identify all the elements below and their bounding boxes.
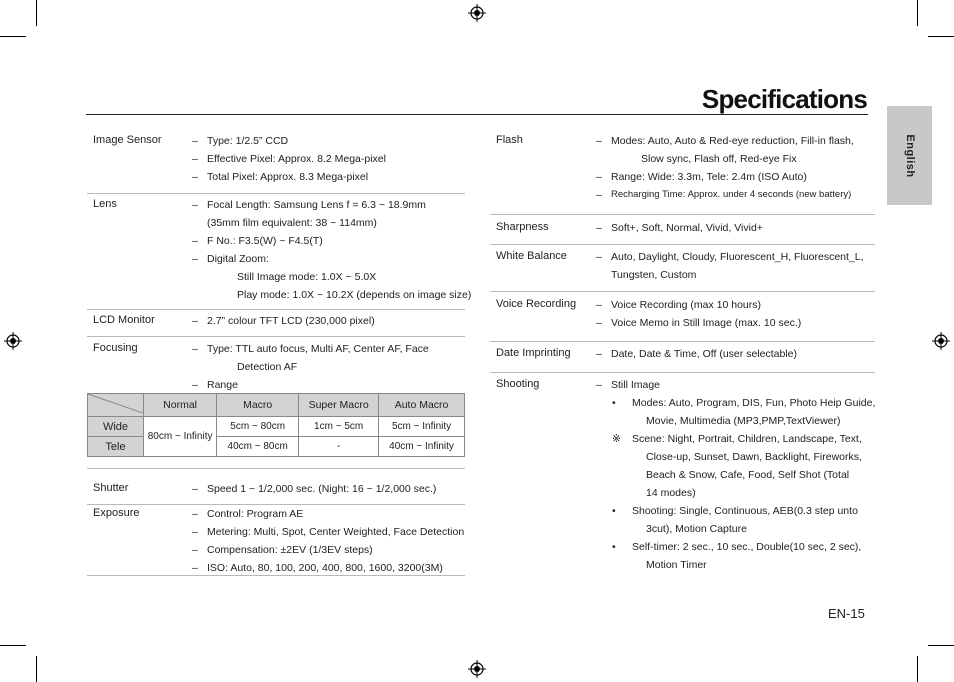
spec-label: Date Imprinting	[496, 347, 571, 359]
dash-marker: –	[192, 343, 198, 355]
spec-line	[596, 168, 874, 186]
crop-mark	[0, 645, 26, 646]
spec-line	[596, 430, 874, 448]
spec-line	[596, 448, 874, 466]
spec-content	[596, 376, 874, 574]
diagonal-line-icon	[88, 394, 143, 413]
spec-line	[596, 314, 874, 332]
spec-label: Lens	[93, 198, 117, 210]
spec-line	[596, 266, 874, 284]
dash-marker	[596, 556, 611, 574]
dash-marker	[596, 448, 611, 466]
spec-line	[192, 150, 462, 168]
dash-marker	[192, 358, 207, 376]
dash-marker: –	[596, 317, 602, 329]
spec-text: Control: Program AE	[207, 508, 304, 520]
spec-text: Digital Zoom:	[207, 253, 269, 265]
spec-row	[490, 373, 875, 573]
spec-label: Focusing	[93, 342, 138, 354]
right-spec-column	[490, 128, 875, 573]
table-header-cell: Macro	[217, 394, 299, 417]
dash-marker: –	[596, 251, 602, 263]
dash-marker	[596, 150, 611, 168]
spec-text: Modes: Auto, Auto & Red-eye reduction, Fill-in flash,	[611, 135, 854, 147]
spec-content	[192, 312, 462, 330]
spec-text: Range: Wide: 3.3m, Tele: 2.4m (ISO Auto)	[611, 171, 807, 183]
bullet-icon: •	[612, 505, 616, 517]
spec-line	[596, 556, 874, 574]
crop-mark	[36, 0, 37, 26]
dash-marker: –	[192, 235, 198, 247]
spec-row	[87, 337, 465, 469]
language-tab	[887, 106, 932, 205]
dash-marker: –	[596, 135, 602, 147]
spec-text: Modes: Auto, Program, DIS, Fun, Photo Heip Guide,	[632, 397, 876, 409]
dash-marker: –	[192, 483, 198, 495]
spec-text: 14 modes)	[646, 487, 696, 499]
spec-text: Type: 1/2.5” CCD	[207, 135, 289, 147]
spec-line	[192, 480, 462, 498]
spec-content	[596, 132, 874, 204]
dash-marker: –	[192, 379, 198, 391]
spec-text: ISO: Auto, 80, 100, 200, 400, 800, 1600, 3200(3M)	[207, 562, 443, 574]
bullet-icon: •	[612, 541, 616, 553]
spec-line	[192, 312, 462, 330]
spec-text: Voice Memo in Still Image (max. 10 sec.)	[611, 317, 802, 329]
title-divider	[86, 114, 868, 115]
spec-label: Flash	[496, 134, 523, 146]
spec-label: Sharpness	[496, 221, 549, 233]
spec-line	[596, 412, 874, 430]
table-row-header: Tele	[88, 437, 144, 457]
spec-text: (35mm film equivalent: 38 ~ 114mm)	[207, 217, 377, 229]
table-cell: 80cm ~ Infinity	[144, 417, 217, 457]
spec-line	[192, 232, 462, 250]
table-row	[88, 417, 465, 437]
registration-mark-icon	[468, 660, 486, 678]
spec-line	[192, 541, 462, 559]
dash-marker	[596, 484, 611, 502]
dash-marker: –	[192, 544, 198, 556]
spec-label: LCD Monitor	[93, 314, 155, 326]
table-header-row	[88, 394, 465, 417]
spec-text: F No.: F3.5(W) ~ F4.5(T)	[207, 235, 323, 247]
spec-text: Metering: Multi, Spot, Center Weighted, Face Detection	[207, 526, 465, 538]
spec-row	[490, 215, 875, 245]
spec-line	[596, 132, 874, 150]
spec-row	[87, 479, 465, 505]
spec-label: Shutter	[93, 482, 129, 494]
spec-text: Close-up, Sunset, Dawn, Backlight, Fireworks,	[646, 451, 862, 463]
spec-content	[192, 340, 462, 394]
crop-mark	[917, 656, 918, 682]
page-number: EN-15	[828, 606, 865, 621]
spec-row	[490, 292, 875, 342]
spec-row	[87, 310, 465, 337]
spec-label: Image Sensor	[93, 134, 162, 146]
table-cell: 1cm ~ 5cm	[299, 417, 379, 437]
crop-mark	[928, 645, 954, 646]
spec-line	[192, 214, 462, 232]
table-header-cell: Auto Macro	[379, 394, 465, 417]
focus-range-table	[87, 393, 465, 457]
dash-marker: –	[192, 508, 198, 520]
dash-marker: –	[192, 171, 198, 183]
dash-marker: –	[192, 135, 198, 147]
dash-marker	[192, 268, 207, 286]
dash-marker: –	[192, 562, 198, 574]
dash-marker: –	[192, 199, 198, 211]
spec-row	[87, 505, 465, 576]
spec-text: Still Image	[611, 379, 661, 391]
bullet-icon: •	[612, 397, 616, 409]
spec-line	[192, 168, 462, 186]
spec-text: Slow sync, Flash off, Red-eye Fix	[641, 153, 797, 165]
spec-line	[596, 394, 874, 412]
registration-mark-icon	[468, 4, 486, 22]
spec-text: Shooting: Single, Continuous, AEB(0.3 step unto	[632, 505, 858, 517]
spec-line	[596, 219, 874, 237]
spec-line	[192, 376, 462, 394]
crop-mark	[0, 36, 26, 37]
spec-content	[192, 132, 462, 186]
spec-row	[490, 245, 875, 292]
spec-label: White Balance	[496, 250, 567, 262]
spec-content	[192, 196, 472, 304]
spec-text: Speed 1 ~ 1/2,000 sec. (Night: 16 ~ 1/2,000 sec.)	[207, 483, 437, 495]
dash-marker	[596, 466, 611, 484]
spec-label: Shooting	[496, 378, 540, 390]
spec-text: Recharging Time: Approx. under 4 seconds (new battery)	[611, 189, 852, 200]
spec-line	[596, 484, 874, 502]
spec-content	[596, 248, 874, 284]
spec-text: Motion Timer	[646, 559, 707, 571]
crop-mark	[917, 0, 918, 26]
table-cell: 40cm ~ 80cm	[217, 437, 299, 457]
dash-marker: –	[596, 171, 602, 183]
table-header-cell: Super Macro	[299, 394, 379, 417]
spec-text: Still Image mode: 1.0X ~ 5.0X	[237, 271, 377, 283]
spec-line	[192, 358, 462, 376]
table-cell: 5cm ~ Infinity	[379, 417, 465, 437]
dash-marker: –	[192, 315, 198, 327]
spec-text: Voice Recording (max 10 hours)	[611, 299, 761, 311]
dash-marker	[192, 214, 207, 232]
spec-text: Auto, Daylight, Cloudy, Fluorescent_H, Fluorescent_L,	[611, 251, 864, 263]
spec-line	[192, 132, 462, 150]
spec-line	[596, 296, 874, 314]
dash-marker: –	[192, 153, 198, 165]
spec-line	[192, 340, 462, 358]
dash-marker: –	[596, 299, 602, 311]
spec-line	[192, 505, 462, 523]
dash-marker: –	[192, 526, 198, 538]
dash-marker	[596, 266, 611, 284]
spec-text: Scene: Night, Portrait, Children, Landscape, Text,	[632, 433, 862, 445]
spec-line	[596, 376, 874, 394]
spec-row	[490, 128, 875, 215]
table-header-cell: Normal	[144, 394, 217, 417]
spec-line	[192, 559, 462, 577]
language-tab-label: English	[903, 133, 916, 178]
spec-content	[596, 345, 874, 363]
spec-text: Total Pixel: Approx. 8.3 Mega-pixel	[207, 171, 369, 183]
dash-marker	[192, 286, 207, 304]
spec-line	[596, 248, 874, 266]
dash-marker	[596, 412, 611, 430]
spec-line	[596, 150, 874, 168]
spec-line	[192, 250, 462, 268]
spec-line	[192, 523, 465, 541]
spec-content	[596, 296, 874, 332]
spec-text: Effective Pixel: Approx. 8.2 Mega-pixel	[207, 153, 386, 165]
spec-line	[596, 538, 874, 556]
spec-row	[490, 342, 875, 373]
spec-line	[596, 520, 874, 538]
table-cell: -	[299, 437, 379, 457]
dash-marker: –	[596, 189, 602, 201]
spec-text: Compensation: ±2EV (1/3EV steps)	[207, 544, 373, 556]
registration-mark-icon	[4, 332, 22, 350]
spec-line	[596, 186, 874, 204]
dash-marker: –	[596, 348, 602, 360]
spec-line	[192, 286, 472, 304]
dash-marker: –	[192, 253, 198, 265]
registration-mark-icon	[932, 332, 950, 350]
spec-line	[596, 345, 874, 363]
spec-text: 3cut), Motion Capture	[646, 523, 747, 535]
spec-row	[87, 128, 465, 194]
dash-marker: –	[596, 222, 602, 234]
bullet-icon: ※	[612, 433, 621, 445]
spec-text: Detection AF	[237, 361, 298, 373]
table-corner	[88, 394, 144, 417]
table-cell: 40cm ~ Infinity	[379, 437, 465, 457]
spec-label: Voice Recording	[496, 298, 577, 310]
spec-text: Range	[207, 379, 238, 391]
spec-text: Tungsten, Custom	[611, 269, 697, 281]
crop-mark	[36, 656, 37, 682]
spec-text: Beach & Snow, Cafe, Food, Self Shot (Total	[646, 469, 850, 481]
spec-line	[596, 466, 874, 484]
dash-marker	[596, 520, 611, 538]
dash-marker: –	[596, 379, 602, 391]
spec-line	[192, 196, 462, 214]
spec-line	[596, 502, 874, 520]
spec-text: Type: TTL auto focus, Multi AF, Center AF, Face	[207, 343, 429, 355]
spec-content	[596, 219, 874, 237]
spec-text: 2.7” colour TFT LCD (230,000 pixel)	[207, 315, 375, 327]
crop-mark	[928, 36, 954, 37]
spec-content	[192, 505, 465, 577]
spec-row	[87, 194, 472, 310]
spec-text: Movie, Multimedia (MP3,PMP,TextViewer)	[646, 415, 841, 427]
spec-content	[192, 480, 462, 498]
spec-line	[192, 268, 462, 286]
spec-text: Date, Date & Time, Off (user selectable)	[611, 348, 797, 360]
spec-text: Focal Length: Samsung Lens f = 6.3 ~ 18.9mm	[207, 199, 426, 211]
spec-text: Play mode: 1.0X ~ 10.2X (depends on image size)	[237, 289, 472, 301]
spec-text: Self-timer: 2 sec., 10 sec., Double(10 sec, 2 sec),	[632, 541, 862, 553]
spec-text: Soft+, Soft, Normal, Vivid, Vivid+	[611, 222, 763, 234]
page-title: Specifications	[701, 84, 867, 114]
left-spec-column	[87, 128, 472, 576]
spec-label: Exposure	[93, 507, 140, 519]
table-row-header: Wide	[88, 417, 144, 437]
table-cell: 5cm ~ 80cm	[217, 417, 299, 437]
